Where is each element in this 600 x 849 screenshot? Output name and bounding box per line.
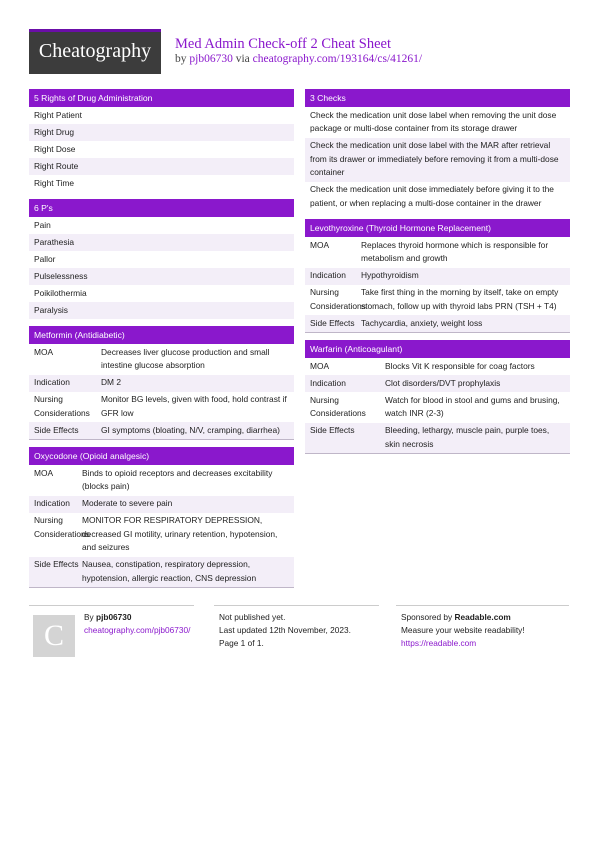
table-row: Side Effects Bleeding, lethargy, muscle pain, purple toes, skin necrosis: [305, 423, 570, 454]
section-metformin: [29, 326, 294, 440]
section-divider: [29, 439, 294, 440]
table-row: Side Effects Nausea, constipation, respiratory depression, hypotension, allergic reaction, CNS depression: [29, 557, 294, 588]
logo-accent-bar: [29, 29, 161, 32]
section-title: 6 P's: [29, 199, 294, 217]
list-item: Pain: [29, 217, 294, 234]
left-column: [29, 89, 294, 595]
cheatography-logo[interactable]: Cheatography: [29, 29, 161, 74]
table-row: Nursing Considerations MONITOR FOR RESPIRATORY DEPRESSION, decreased GI motility, urinary retention, hypotension, and seizures: [29, 513, 294, 557]
section-divider: [29, 587, 294, 588]
page-title: Med Admin Check-off 2 Cheat Sheet: [175, 36, 391, 52]
page-subtitle: [175, 53, 422, 65]
list-item: Check the medication unit dose label with the MAR after retrieval from its drawer or immediately before removing it from a multi-dose container: [305, 138, 570, 182]
table-row: Indication DM 2: [29, 375, 294, 392]
sponsor-url[interactable]: https://readable.com: [401, 638, 477, 648]
list-item: Paralysis: [29, 302, 294, 319]
footer-sponsor-block: [401, 611, 525, 650]
footer-publish-block: [219, 611, 351, 650]
published-status: Not published yet.: [219, 612, 286, 622]
table-row: Indication Clot disorders/DVT prophylaxis: [305, 375, 570, 392]
section-6-ps: [29, 199, 294, 319]
list-item: Parathesia: [29, 234, 294, 251]
sponsor-tagline: Measure your website readability!: [401, 625, 525, 635]
section-title: Oxycodone (Opioid analgesic): [29, 447, 294, 465]
list-item: Right Time: [29, 175, 294, 192]
footer-divider: [214, 605, 379, 606]
table-row: MOA Replaces thyroid hormone which is responsible for metabolism and growth: [305, 237, 570, 268]
by-label: By: [84, 612, 96, 622]
page-number: Page 1 of 1.: [219, 638, 264, 648]
section-oxycodone: [29, 447, 294, 588]
section-title: 5 Rights of Drug Administration: [29, 89, 294, 107]
list-item: Pulselessness: [29, 268, 294, 285]
list-item: Check the medication unit dose immediately before giving it to the patient, or when replacing a multi-dose container in the drawer: [305, 182, 570, 213]
sponsor-label: Sponsored by: [401, 612, 455, 622]
section-title: 3 Checks: [305, 89, 570, 107]
table-row: Indication Moderate to severe pain: [29, 496, 294, 513]
table-row: Nursing Considerations Take first thing in the morning by itself, take on empty stomach, follow up with thyroid labs PRN (TSH + T4): [305, 285, 570, 316]
section-title: Levothyroxine (Thyroid Hormone Replacement): [305, 219, 570, 237]
list-item: Poikilothermia: [29, 285, 294, 302]
by-prefix: by: [175, 53, 190, 65]
section-5-rights: [29, 89, 294, 192]
table-row: MOA Binds to opioid receptors and decreases excitability (blocks pain): [29, 465, 294, 496]
footer-divider: [396, 605, 569, 606]
section-title: Metformin (Antidiabetic): [29, 326, 294, 344]
section-divider: [305, 453, 570, 454]
table-row: MOA Blocks Vit K responsible for coag factors: [305, 358, 570, 375]
list-item: Check the medication unit dose label when removing the unit dose package or multi-dose container from its storage drawer: [305, 107, 570, 138]
section-levothyroxine: [305, 219, 570, 333]
section-title: Warfarin (Anticoagulant): [305, 340, 570, 358]
table-row: Nursing Considerations Watch for blood in stool and gums and brusing, watch INR (2-3): [305, 392, 570, 423]
author-link[interactable]: pjb06730: [189, 53, 233, 65]
footer-author-url[interactable]: cheatography.com/pjb06730/: [84, 625, 191, 635]
footer-divider: [29, 605, 194, 606]
table-row: Side Effects Tachycardia, anxiety, weight loss: [305, 315, 570, 332]
list-item: Right Dose: [29, 141, 294, 158]
footer-author-name[interactable]: pjb06730: [96, 612, 132, 622]
list-item: Pallor: [29, 251, 294, 268]
table-row: Side Effects GI symptoms (bloating, N/V, cramping, diarrhea): [29, 422, 294, 439]
footer-author-block: [84, 611, 190, 637]
author-avatar[interactable]: C: [33, 615, 75, 657]
right-column: [305, 89, 570, 461]
last-updated: Last updated 12th November, 2023.: [219, 625, 351, 635]
table-row: Indication Hypothyroidism: [305, 268, 570, 285]
sheet-url-link[interactable]: cheatography.com/193164/cs/41261/: [252, 53, 423, 65]
sponsor-name[interactable]: Readable.com: [454, 612, 511, 622]
table-row: MOA Decreases liver glucose production and small intestine glucose absorption: [29, 344, 294, 375]
list-item: Right Patient: [29, 107, 294, 124]
list-item: Right Route: [29, 158, 294, 175]
page-footer: [29, 605, 569, 660]
section-divider: [305, 332, 570, 333]
section-warfarin: [305, 340, 570, 454]
list-item: Right Drug: [29, 124, 294, 141]
via-text: via: [232, 53, 253, 65]
table-row: Nursing Considerations Monitor BG levels, given with food, hold contrast if GFR low: [29, 392, 294, 423]
section-3-checks: [305, 89, 570, 212]
